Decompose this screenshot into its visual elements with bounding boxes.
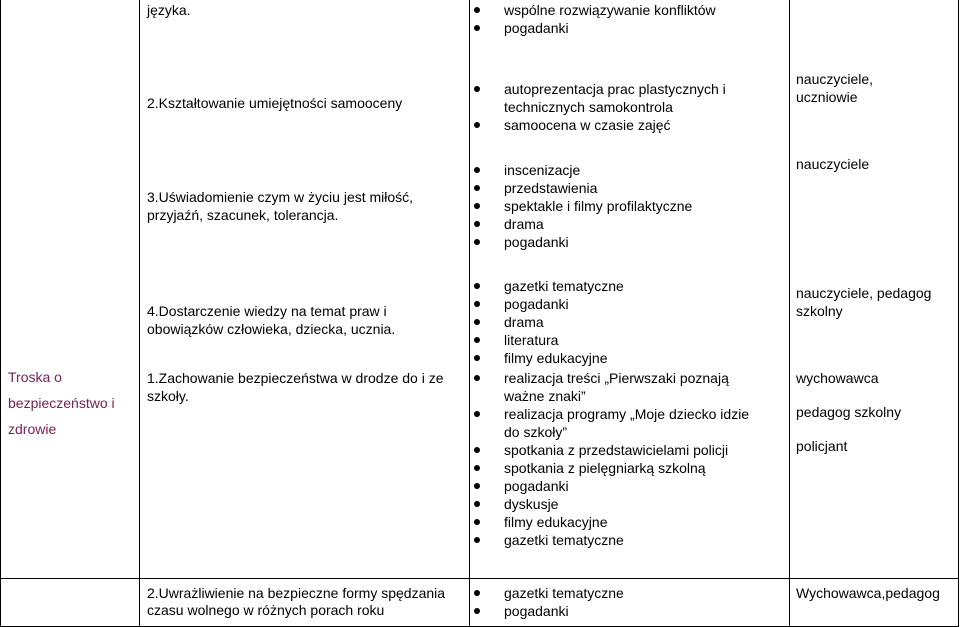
grid-line: [139, 0, 140, 627]
list-item: dyskusje: [504, 496, 559, 512]
list-item: technicznych samokontrola: [504, 99, 673, 115]
bullet-icon: [474, 301, 480, 307]
list-item: realizacja programy „Moje dziecko idzie: [504, 406, 750, 422]
list-item: wspólne rozwiązywanie konfliktów: [504, 2, 716, 18]
bullet-icon: [474, 203, 480, 209]
grid-line: [0, 0, 1, 627]
list-item: pogadanki: [504, 296, 569, 312]
responsible-text: uczniowie: [796, 89, 858, 105]
bullet-icon: [474, 86, 480, 92]
bullet-icon: [474, 185, 480, 191]
section-label-line: Troska o: [8, 369, 62, 385]
bullet-icon: [474, 590, 480, 596]
list-item: literatura: [504, 332, 559, 348]
responsible-text: policjant: [796, 438, 848, 454]
list-item: drama: [504, 216, 544, 232]
list-item: gazetki tematyczne: [504, 532, 624, 548]
bullet-icon: [474, 239, 480, 245]
bullet-icon: [474, 465, 480, 471]
list-item: do szkoły”: [504, 424, 568, 440]
goal-text: języka.: [147, 2, 191, 18]
responsible-text: nauczyciele, pedagog: [796, 285, 932, 301]
bullet-icon: [474, 501, 480, 507]
bullet-icon: [474, 519, 480, 525]
bullet-icon: [474, 447, 480, 453]
goal-text: przyjaźń, szacunek, tolerancja.: [147, 207, 339, 223]
bullet-icon: [474, 167, 480, 173]
goal-text: 1.Zachowanie bezpieczeństwa w drodze do i ze: [147, 370, 444, 386]
bullet-icon: [474, 7, 480, 13]
list-item: filmy edukacyjne: [504, 514, 608, 530]
grid-line: [789, 0, 790, 627]
bullet-icon: [474, 122, 480, 128]
list-item: pogadanki: [504, 20, 569, 36]
bullet-icon: [474, 375, 480, 381]
grid-line: [469, 0, 470, 627]
list-item: drama: [504, 314, 544, 330]
list-item: przedstawienia: [504, 180, 598, 196]
bullet-icon: [474, 25, 480, 31]
section-label-line: zdrowie: [8, 421, 57, 437]
bullet-icon: [474, 537, 480, 543]
grid-line: [0, 578, 959, 579]
bullet-icon: [474, 221, 480, 227]
list-item: filmy edukacyjne: [504, 350, 608, 366]
list-item: realizacja treści „Pierwszaki poznają: [504, 370, 729, 386]
goal-text: obowiązków człowieka, dziecka, ucznia.: [147, 321, 396, 337]
goal-text: 4.Dostarczenie wiedzy na temat praw i: [147, 303, 387, 319]
goal-text: czasu wolnego w różnych porach roku: [147, 602, 385, 618]
list-item: spotkania z przedstawicielami policji: [504, 442, 729, 458]
responsible-text: pedagog szkolny: [796, 404, 902, 420]
list-item: inscenizacje: [504, 162, 581, 178]
list-item: pogadanki: [504, 478, 569, 494]
bullet-icon: [474, 319, 480, 325]
responsible-text: nauczyciele,: [796, 71, 874, 87]
list-item: gazetki tematyczne: [504, 278, 624, 294]
responsible-text: Wychowawca,pedagog: [796, 585, 940, 601]
grid-line: [958, 0, 959, 627]
section-label: [8, 364, 115, 442]
section-label-line: bezpieczeństwo i: [8, 395, 115, 411]
bullet-icon: [474, 337, 480, 343]
bullet-icon: [474, 355, 480, 361]
goal-text: 2.Kształtowanie umiejętności samooceny: [147, 95, 403, 111]
goal-text: 2.Uwrażliwienie na bezpieczne formy spędzania: [147, 585, 446, 601]
list-item: spotkania z pielęgniarką szkolną: [504, 460, 706, 476]
bullet-icon: [474, 283, 480, 289]
responsible-text: nauczyciele: [796, 156, 870, 172]
goal-text: 3.Uświadomienie czym w życiu jest miłość,: [147, 189, 414, 205]
list-item: pogadanki: [504, 234, 569, 250]
list-item: autoprezentacja prac plastycznych i: [504, 81, 726, 97]
list-item: samoocena w czasie zajęć: [504, 117, 671, 133]
list-item: spektakle i filmy profilaktyczne: [504, 198, 693, 214]
responsible-text: szkolny: [796, 303, 843, 319]
list-item: ważne znaki”: [504, 388, 586, 404]
goal-text: szkoły.: [147, 388, 189, 404]
list-item: pogadanki: [504, 603, 569, 619]
bullet-icon: [474, 608, 480, 614]
responsible-text: wychowawca: [796, 370, 879, 386]
bullet-icon: [474, 483, 480, 489]
list-item: gazetki tematyczne: [504, 585, 624, 601]
bullet-icon: [474, 411, 480, 417]
